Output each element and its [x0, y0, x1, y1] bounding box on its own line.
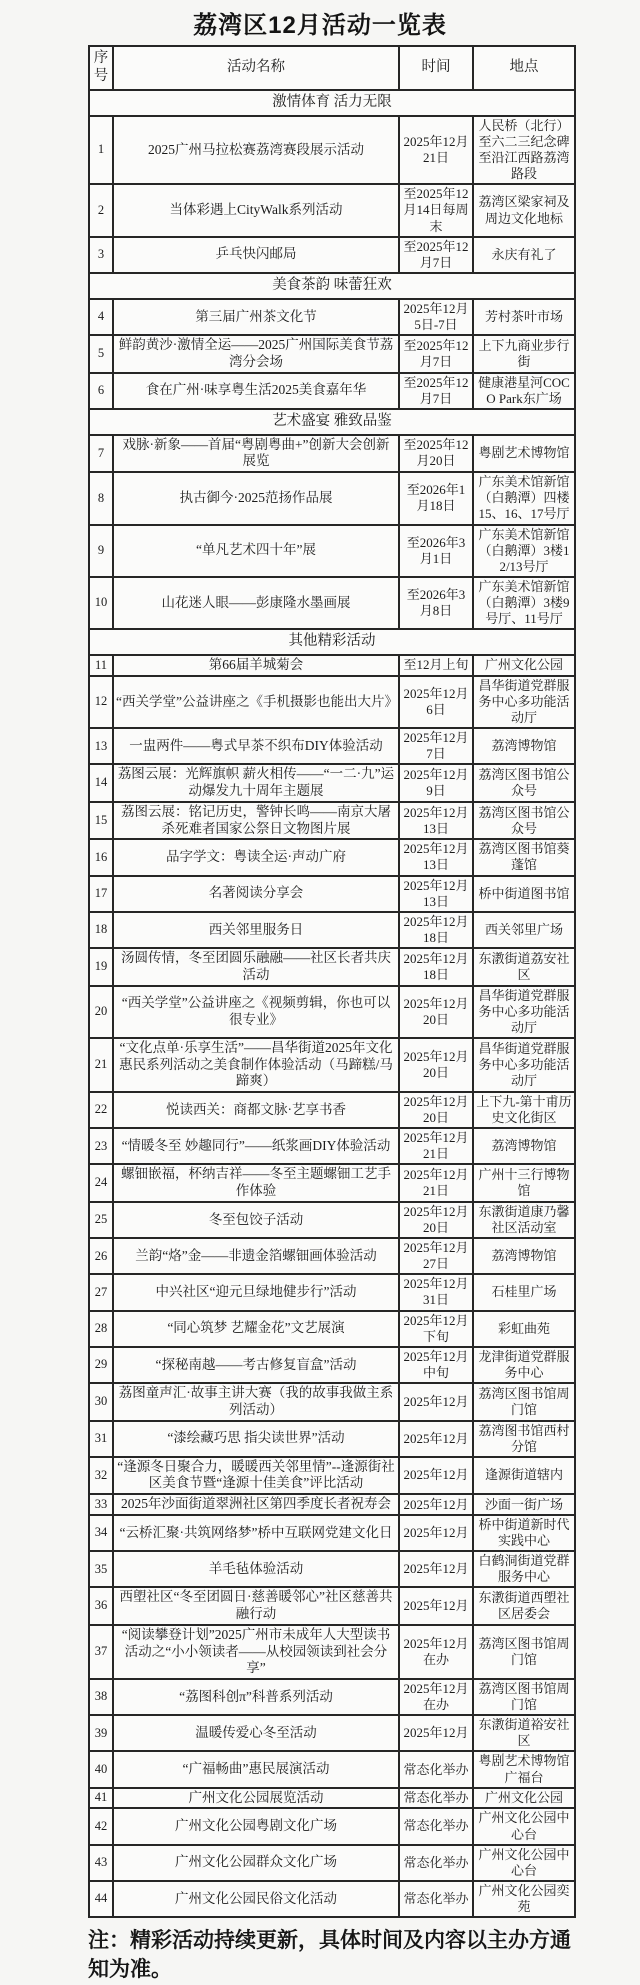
cell-time: 2025年12月20日 — [399, 1038, 473, 1092]
cell-name: 冬至包饺子活动 — [113, 1202, 399, 1238]
table-row — [89, 1845, 575, 1881]
cell-time: 2025年12月20日 — [399, 986, 473, 1038]
cell-no: 29 — [89, 1347, 113, 1383]
cell-no: 16 — [89, 839, 113, 875]
cell-place: 东漖街道西塱社区居委会 — [473, 1587, 575, 1624]
table-row — [89, 676, 575, 728]
cell-name: 2025年沙面街道翠洲社区第四季度长者祝寿会 — [113, 1494, 399, 1515]
cell-time: 2025年12月13日 — [399, 802, 473, 839]
cell-no: 9 — [89, 525, 113, 577]
cell-time: 常态化举办 — [399, 1881, 473, 1917]
cell-time: 至2025年12月7日 — [399, 237, 473, 273]
cell-place: 东漖街道康乃馨社区活动室 — [473, 1202, 575, 1238]
cell-name: 鲜韵黄沙·激情全运——2025广州国际美食节荔湾分会场 — [113, 335, 399, 372]
table-row — [89, 577, 575, 629]
cell-time: 至2025年12月20日 — [399, 435, 473, 472]
cell-place: 粤剧艺术博物馆 广福台 — [473, 1751, 575, 1787]
cell-time: 2025年12月20日 — [399, 1092, 473, 1128]
table-row — [89, 1715, 575, 1751]
cell-place: 荔湾区图书馆周门馆 — [473, 1625, 575, 1679]
table-row — [89, 912, 575, 948]
cell-no: 28 — [89, 1311, 113, 1347]
section-header-label: 激情体育 活力无限 — [89, 90, 575, 116]
cell-no: 32 — [89, 1457, 113, 1494]
cell-time: 2025年12月13日 — [399, 839, 473, 875]
cell-time: 2025年12月21日 — [399, 116, 473, 184]
table-row — [89, 237, 575, 273]
cell-place: 广东美术馆新馆（白鹅潭）四楼15、16、17号厅 — [473, 472, 575, 524]
table-row — [89, 299, 575, 335]
cell-no: 2 — [89, 184, 113, 236]
cell-no: 22 — [89, 1092, 113, 1128]
cell-place: 昌华街道党群服务中心多功能活动厅 — [473, 1038, 575, 1092]
cell-no: 3 — [89, 237, 113, 273]
cell-place: 广东美术馆新馆（白鹅潭）3楼12/13号厅 — [473, 525, 575, 577]
cell-place: 广州文化公园 — [473, 1788, 575, 1809]
cell-name: 羊毛毡体验活动 — [113, 1551, 399, 1587]
cell-name: “单凡艺术四十年”展 — [113, 525, 399, 577]
column-header-name: 活动名称 — [113, 46, 399, 90]
table-row — [89, 116, 575, 184]
column-header-time: 时间 — [399, 46, 473, 90]
cell-place: 广州文化公园奕苑 — [473, 1881, 575, 1917]
cell-no: 23 — [89, 1128, 113, 1164]
table-row — [89, 876, 575, 912]
cell-no: 31 — [89, 1421, 113, 1457]
cell-name: 广州文化公园展览活动 — [113, 1788, 399, 1809]
table-row — [89, 1625, 575, 1679]
cell-place: 上下九商业步行街 — [473, 335, 575, 372]
cell-place: 健康港星河COCO Park东广场 — [473, 373, 575, 409]
table-row — [89, 1515, 575, 1551]
cell-name: 兰韵“烙”金——非遗金箔螺钿画体验活动 — [113, 1238, 399, 1274]
cell-time: 2025年12月27日 — [399, 1238, 473, 1274]
cell-name: “逢源冬日聚合力，暖暖西关邻里情”--逢源街社区美食节暨“逢源十佳美食”评比活动 — [113, 1457, 399, 1494]
table-row — [89, 1421, 575, 1457]
cell-name: 一盅两件——粤式早茶不织布DIY体验活动 — [113, 728, 399, 764]
table-row — [89, 1587, 575, 1624]
cell-no: 15 — [89, 802, 113, 839]
table-row — [89, 1383, 575, 1420]
cell-time: 2025年12月 — [399, 1421, 473, 1457]
table-row — [89, 1679, 575, 1715]
cell-no: 44 — [89, 1881, 113, 1917]
table-row — [89, 373, 575, 409]
cell-no: 19 — [89, 948, 113, 985]
cell-no: 37 — [89, 1625, 113, 1679]
cell-time: 常态化举办 — [399, 1845, 473, 1881]
cell-time: 2025年12月下旬 — [399, 1311, 473, 1347]
cell-name: 广州文化公园群众文化广场 — [113, 1845, 399, 1881]
cell-time: 至2025年12月7日 — [399, 335, 473, 372]
cell-name: “阅读攀登计划”2025广州市未成年人大型读书活动之“小小领读者——从校园领读到社会分享” — [113, 1625, 399, 1679]
cell-time: 2025年12月9日 — [399, 764, 473, 801]
table-row — [89, 1311, 575, 1347]
cell-name: 当体彩遇上CityWalk系列活动 — [113, 184, 399, 236]
cell-place: 广州文化公园中心台 — [473, 1845, 575, 1881]
cell-place: 昌华街道党群服务中心多功能活动厅 — [473, 986, 575, 1038]
cell-no: 25 — [89, 1202, 113, 1238]
cell-time: 至2026年3月1日 — [399, 525, 473, 577]
cell-name: “西关学堂”公益讲座之《手机摄影也能出大片》 — [113, 676, 399, 728]
cell-no: 5 — [89, 335, 113, 372]
cell-time: 常态化举办 — [399, 1808, 473, 1844]
cell-place: 人民桥（北行）至六二三纪念碑至沿江西路荔湾路段 — [473, 116, 575, 184]
cell-time: 2025年12月在办 — [399, 1679, 473, 1715]
cell-name: “探秘南越——考古修复盲盒”活动 — [113, 1347, 399, 1383]
cell-name: 第三届广州茶文化节 — [113, 299, 399, 335]
cell-name: “同心筑梦 艺耀金花”文艺展演 — [113, 1311, 399, 1347]
cell-name: 第66届羊城菊会 — [113, 655, 399, 676]
cell-place: 东漖街道裕安社区 — [473, 1715, 575, 1751]
cell-place: 荔湾博物馆 — [473, 728, 575, 764]
cell-no: 8 — [89, 472, 113, 524]
cell-no: 34 — [89, 1515, 113, 1551]
cell-place: 桥中街道图书馆 — [473, 876, 575, 912]
cell-place: 上下九-第十甫历史文化街区 — [473, 1092, 575, 1128]
footer-note: 注：精彩活动持续更新，具体时间及内容以主办方通知为准。 — [88, 1929, 571, 1982]
table-row — [89, 435, 575, 472]
table-row — [89, 1808, 575, 1844]
cell-name: 悦读西关：商都文脉·艺享书香 — [113, 1092, 399, 1128]
cell-no: 39 — [89, 1715, 113, 1751]
cell-no: 30 — [89, 1383, 113, 1420]
cell-time: 2025年12月 — [399, 1515, 473, 1551]
table-row — [89, 1751, 575, 1787]
cell-time: 至2026年3月8日 — [399, 577, 473, 629]
cell-no: 27 — [89, 1274, 113, 1310]
cell-name: 荔图童声汇·故事主讲大赛（我的故事我做主系列活动） — [113, 1383, 399, 1420]
cell-no: 38 — [89, 1679, 113, 1715]
cell-no: 13 — [89, 728, 113, 764]
cell-place: 荔湾区梁家祠及周边文化地标 — [473, 184, 575, 236]
cell-time: 至2025年12月14日每周末 — [399, 184, 473, 236]
cell-time: 常态化举办 — [399, 1751, 473, 1787]
cell-time: 2025年12月 — [399, 1551, 473, 1587]
cell-place: 荔湾博物馆 — [473, 1128, 575, 1164]
cell-time: 常态化举办 — [399, 1788, 473, 1809]
table-row — [89, 525, 575, 577]
cell-place: 逢源街道辖内 — [473, 1457, 575, 1494]
table-row — [89, 839, 575, 875]
table-row — [89, 728, 575, 764]
cell-name: “西关学堂”公益讲座之《视频剪辑，你也可以很专业》 — [113, 986, 399, 1038]
cell-time: 2025年12月6日 — [399, 676, 473, 728]
section-header-row — [89, 629, 575, 655]
cell-name: 西塱社区“冬至团圆日·慈善暖邻心”社区慈善共融行动 — [113, 1587, 399, 1624]
cell-no: 4 — [89, 299, 113, 335]
cell-name: 2025广州马拉松赛荔湾赛段展示活动 — [113, 116, 399, 184]
table-row — [89, 184, 575, 236]
cell-time: 2025年12月18日 — [399, 912, 473, 948]
cell-no: 21 — [89, 1038, 113, 1092]
cell-time: 2025年12月 — [399, 1383, 473, 1420]
cell-no: 1 — [89, 116, 113, 184]
cell-place: 荔湾区图书馆公众号 — [473, 802, 575, 839]
cell-time: 2025年12月21日 — [399, 1164, 473, 1201]
cell-no: 43 — [89, 1845, 113, 1881]
cell-time: 2025年12月7日 — [399, 728, 473, 764]
cell-place: 石桂里广场 — [473, 1274, 575, 1310]
table-row — [89, 802, 575, 839]
column-header-no: 序号 — [89, 46, 113, 90]
cell-no: 40 — [89, 1751, 113, 1787]
cell-name: 温暖传爱心冬至活动 — [113, 1715, 399, 1751]
cell-time: 2025年12月在办 — [399, 1625, 473, 1679]
cell-no: 26 — [89, 1238, 113, 1274]
cell-no: 36 — [89, 1587, 113, 1624]
cell-name: “文化点单·乐享生活”——昌华街道2025年文化惠民系列活动之美食制作体验活动（马蹄糕/马蹄爽） — [113, 1038, 399, 1092]
cell-time: 2025年12月 — [399, 1494, 473, 1515]
cell-name: “情暖冬至 妙趣同行”——纸浆画DIY体验活动 — [113, 1128, 399, 1164]
cell-name: 汤圆传情，冬至团圆乐融融——社区长者共庆活动 — [113, 948, 399, 985]
cell-place: 荔湾博物馆 — [473, 1238, 575, 1274]
cell-time: 2025年12月中旬 — [399, 1347, 473, 1383]
table-row — [89, 1128, 575, 1164]
cell-place: 白鹤洞街道党群服务中心 — [473, 1551, 575, 1587]
section-header-label: 美食茶韵 味蕾狂欢 — [89, 273, 575, 299]
cell-no: 14 — [89, 764, 113, 801]
cell-place: 广东美术馆新馆（白鹅潭）3楼9号厅、11号厅 — [473, 577, 575, 629]
cell-name: 荔图云展：铭记历史，警钟长鸣——南京大屠杀死难者国家公祭日文物图片展 — [113, 802, 399, 839]
table-row — [89, 948, 575, 985]
cell-no: 7 — [89, 435, 113, 472]
table-row — [89, 1274, 575, 1310]
cell-place: 永庆有礼了 — [473, 237, 575, 273]
cell-name: 广州文化公园粤剧文化广场 — [113, 1808, 399, 1844]
section-header-row — [89, 90, 575, 116]
cell-time: 2025年12月5日-7日 — [399, 299, 473, 335]
cell-name: 中兴社区“迎元旦绿地健步行”活动 — [113, 1274, 399, 1310]
cell-place: 龙津街道党群服务中心 — [473, 1347, 575, 1383]
table-row — [89, 1881, 575, 1917]
cell-no: 18 — [89, 912, 113, 948]
cell-place: 昌华街道党群服务中心多功能活动厅 — [473, 676, 575, 728]
cell-time: 2025年12月 — [399, 1715, 473, 1751]
cell-time: 2025年12月18日 — [399, 948, 473, 985]
cell-place: 荔湾区图书馆公众号 — [473, 764, 575, 801]
cell-place: 沙面一街广场 — [473, 1494, 575, 1515]
table-row — [89, 1202, 575, 1238]
cell-time: 2025年12月20日 — [399, 1202, 473, 1238]
cell-place: 荔湾图书馆西村分馆 — [473, 1421, 575, 1457]
section-header-row — [89, 273, 575, 299]
cell-no: 12 — [89, 676, 113, 728]
cell-name: 山花迷人眼——彭康隆水墨画展 — [113, 577, 399, 629]
cell-place: 西关邻里广场 — [473, 912, 575, 948]
table-row — [89, 1551, 575, 1587]
cell-no: 24 — [89, 1164, 113, 1201]
table-row — [89, 1457, 575, 1494]
cell-place: 桥中街道新时代实践中心 — [473, 1515, 575, 1551]
cell-name: 戏脉·新象——首届“粤剧粤曲+”创新大会创新展览 — [113, 435, 399, 472]
cell-no: 6 — [89, 373, 113, 409]
cell-place: 广州文化公园 — [473, 655, 575, 676]
cell-no: 35 — [89, 1551, 113, 1587]
section-header-label: 其他精彩活动 — [89, 629, 575, 655]
table-row — [89, 1788, 575, 1809]
cell-no: 20 — [89, 986, 113, 1038]
cell-time: 2025年12月31日 — [399, 1274, 473, 1310]
cell-name: 品字学文：粤读全运·声动广府 — [113, 839, 399, 875]
cell-place: 荔湾区图书馆周门馆 — [473, 1383, 575, 1420]
cell-place: 彩虹曲苑 — [473, 1311, 575, 1347]
cell-time: 2025年12月 — [399, 1457, 473, 1494]
cell-name: “广福畅曲”惠民展演活动 — [113, 1751, 399, 1787]
cell-time: 至2025年12月7日 — [399, 373, 473, 409]
cell-time: 2025年12月21日 — [399, 1128, 473, 1164]
cell-time: 至12月上旬 — [399, 655, 473, 676]
cell-place: 粤剧艺术博物馆 — [473, 435, 575, 472]
table-row — [89, 1494, 575, 1515]
cell-name: 执古御今·2025范扬作品展 — [113, 472, 399, 524]
table-row — [89, 764, 575, 801]
cell-name: 螺钿嵌福，杯纳吉祥——冬至主题螺钿工艺手作体验 — [113, 1164, 399, 1201]
table-row — [89, 472, 575, 524]
cell-name: “云桥汇聚·共筑网络梦”桥中互联网党建文化日 — [113, 1515, 399, 1551]
section-header-label: 艺术盛宴 雅致品鉴 — [89, 409, 575, 435]
cell-place: 荔湾区图书馆周门馆 — [473, 1679, 575, 1715]
cell-no: 11 — [89, 655, 113, 676]
cell-name: “漆绘藏巧思 指尖读世界”活动 — [113, 1421, 399, 1457]
table-row — [89, 1092, 575, 1128]
cell-place: 芳村茶叶市场 — [473, 299, 575, 335]
cell-place: 广州文化公园中心台 — [473, 1808, 575, 1844]
cell-no: 42 — [89, 1808, 113, 1844]
table-row — [89, 1164, 575, 1201]
table-row — [89, 335, 575, 372]
cell-name: “荔图科创π”科普系列活动 — [113, 1679, 399, 1715]
cell-name: 广州文化公园民俗文化活动 — [113, 1881, 399, 1917]
table-row — [89, 1347, 575, 1383]
table-row — [89, 1238, 575, 1274]
cell-name: 名著阅读分享会 — [113, 876, 399, 912]
cell-name: 西关邻里服务日 — [113, 912, 399, 948]
table-body — [89, 90, 575, 1917]
table-row — [89, 655, 575, 676]
page-title: 荔湾区12月活动一览表 — [193, 12, 447, 39]
cell-time: 2025年12月13日 — [399, 876, 473, 912]
cell-no: 10 — [89, 577, 113, 629]
section-header-row — [89, 409, 575, 435]
cell-no: 41 — [89, 1788, 113, 1809]
cell-time: 至2026年1月18日 — [399, 472, 473, 524]
table-row — [89, 1038, 575, 1092]
cell-no: 17 — [89, 876, 113, 912]
cell-place: 东漖街道荔安社区 — [473, 948, 575, 985]
cell-time: 2025年12月 — [399, 1587, 473, 1624]
table-row — [89, 986, 575, 1038]
cell-place: 荔湾区图书馆葵蓬馆 — [473, 839, 575, 875]
cell-place: 广州十三行博物馆 — [473, 1164, 575, 1201]
cell-name: 荔图云展：光辉旗帜 薪火相传——“一二·九”运动爆发九十周年主题展 — [113, 764, 399, 801]
column-header-place: 地点 — [473, 46, 575, 90]
table-header-row — [89, 46, 575, 90]
activity-table — [88, 45, 576, 1918]
cell-no: 33 — [89, 1494, 113, 1515]
cell-name: 乒乓快闪邮局 — [113, 237, 399, 273]
cell-name: 食在广州·味享粤生活2025美食嘉年华 — [113, 373, 399, 409]
